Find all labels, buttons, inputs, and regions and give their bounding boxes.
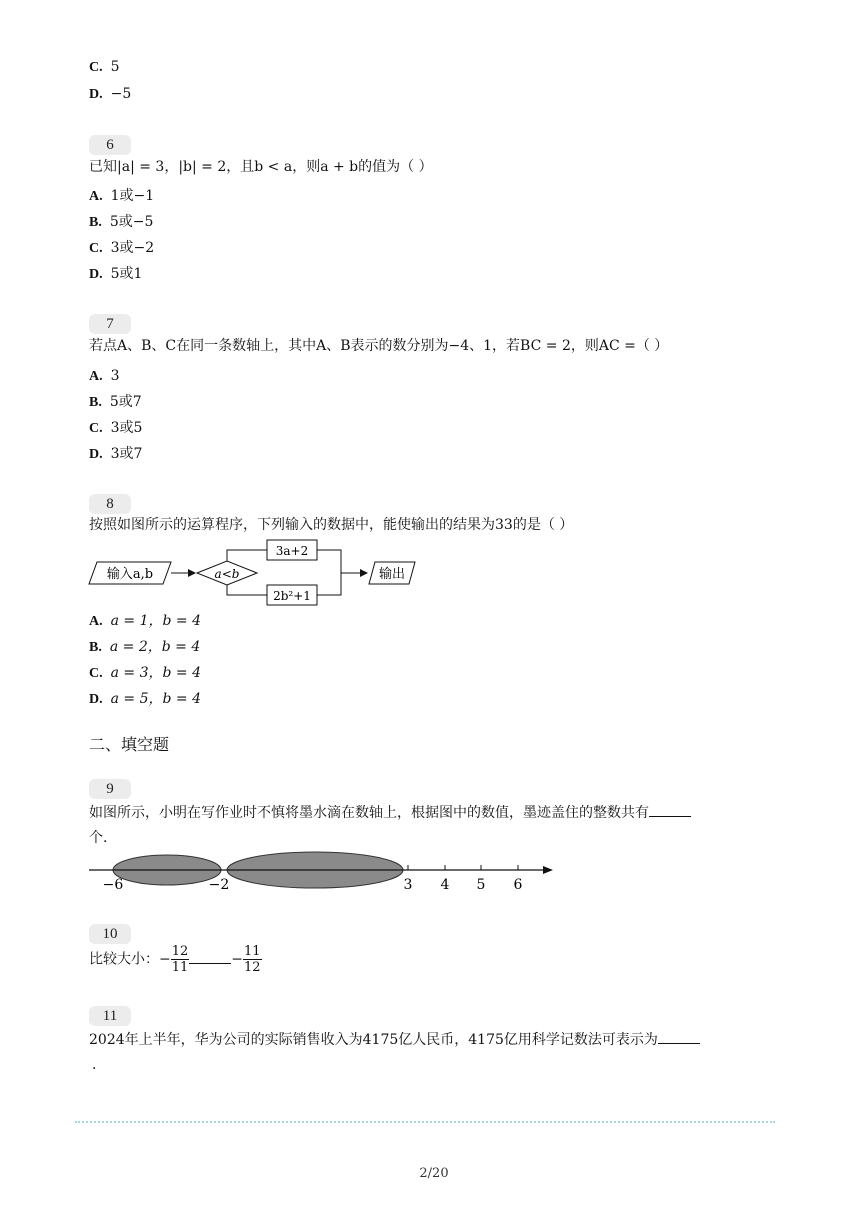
section-title: 二、填空题 xyxy=(89,735,170,754)
q6-option-b[interactable]: B. 5或−5 xyxy=(89,214,154,230)
axis-label-5: 5 xyxy=(476,877,486,893)
question-stem-6: 已知|a| = 3，|b| = 2，且b < a，则a + b的值为（ ） xyxy=(89,159,433,175)
q7-option-b[interactable]: B. 5或7 xyxy=(89,394,142,410)
q8-option-c[interactable]: C. a = 3，b = 4 xyxy=(89,665,202,681)
q8-option-b[interactable]: B. a = 2，b = 4 xyxy=(89,639,201,655)
question-stem-9: 如图所示，小明在写作业时不慎将墨水滴在数轴上，根据图中的数值，墨迹盖住的整数共有 xyxy=(89,802,691,823)
number-line-figure xyxy=(85,848,560,896)
question-stem-9-line2: 个. xyxy=(89,830,108,846)
q7-option-d[interactable]: D. 3或7 xyxy=(89,446,143,462)
flow-output-label: 输出 xyxy=(378,567,406,582)
question-stem-7: 若点A、B、C在同一条数轴上，其中A、B表示的数分别为−4、1，若BC = 2，则AC =（ ） xyxy=(89,338,669,354)
answer-blank-10[interactable] xyxy=(189,949,231,964)
axis-label-6: 6 xyxy=(513,877,523,893)
page-number: 2/20 xyxy=(419,1166,449,1181)
flow-condition-label: a<b xyxy=(214,567,240,581)
q6-option-d[interactable]: D. 5或1 xyxy=(89,266,143,282)
axis-label-neg6: −6 xyxy=(102,877,124,893)
axis-label-3: 3 xyxy=(403,877,413,893)
q8-option-d[interactable]: D. a = 5，b = 4 xyxy=(89,691,202,707)
axis-label-neg2: −2 xyxy=(208,877,230,893)
answer-blank-11[interactable] xyxy=(658,1029,700,1044)
question-number-7: 7 xyxy=(89,314,131,334)
question-stem-11-tail: . xyxy=(92,1057,97,1073)
answer-blank-9[interactable] xyxy=(649,802,691,817)
question-stem-8: 按照如图所示的运算程序，下列输入的数据中，能使输出的结果为33的是（ ） xyxy=(89,517,574,533)
q8-option-a[interactable]: A. a = 1，b = 4 xyxy=(89,613,202,629)
question-number-11: 11 xyxy=(89,1006,131,1026)
question-stem-10: 比较大小：− $\frac{12}{11}$ − $\frac{11}{12}$ xyxy=(89,944,261,975)
fraction-left: $\frac{12}{11}$ xyxy=(171,944,189,975)
flow-input-label: 输入a,b xyxy=(106,567,154,582)
option-c[interactable]: C. 5 xyxy=(89,59,120,75)
q7-option-a[interactable]: A. 3 xyxy=(89,368,120,384)
fraction-right: $\frac{11}{12}$ xyxy=(244,944,261,975)
question-number-10: 10 xyxy=(89,924,131,944)
q6-option-a[interactable]: A. 1或−1 xyxy=(89,188,155,204)
question-number-6: 6 xyxy=(89,135,131,155)
question-number-8: 8 xyxy=(89,494,131,514)
axis-label-4: 4 xyxy=(440,877,450,893)
flowchart-diagram xyxy=(85,538,425,608)
option-d[interactable]: D. −5 xyxy=(89,86,132,102)
q6-option-c[interactable]: C. 3或−2 xyxy=(89,240,155,256)
question-stem-11: 2024年上半年，华为公司的实际销售收入为4175亿人民币，4175亿用科学记数法可表示为 xyxy=(89,1029,700,1050)
question-number-9: 9 xyxy=(89,779,131,799)
q7-option-c[interactable]: C. 3或5 xyxy=(89,420,143,436)
flow-bottom-label: 2b²+1 xyxy=(273,589,311,603)
flow-top-label: 3a+2 xyxy=(275,544,309,558)
page-divider xyxy=(75,1121,775,1123)
